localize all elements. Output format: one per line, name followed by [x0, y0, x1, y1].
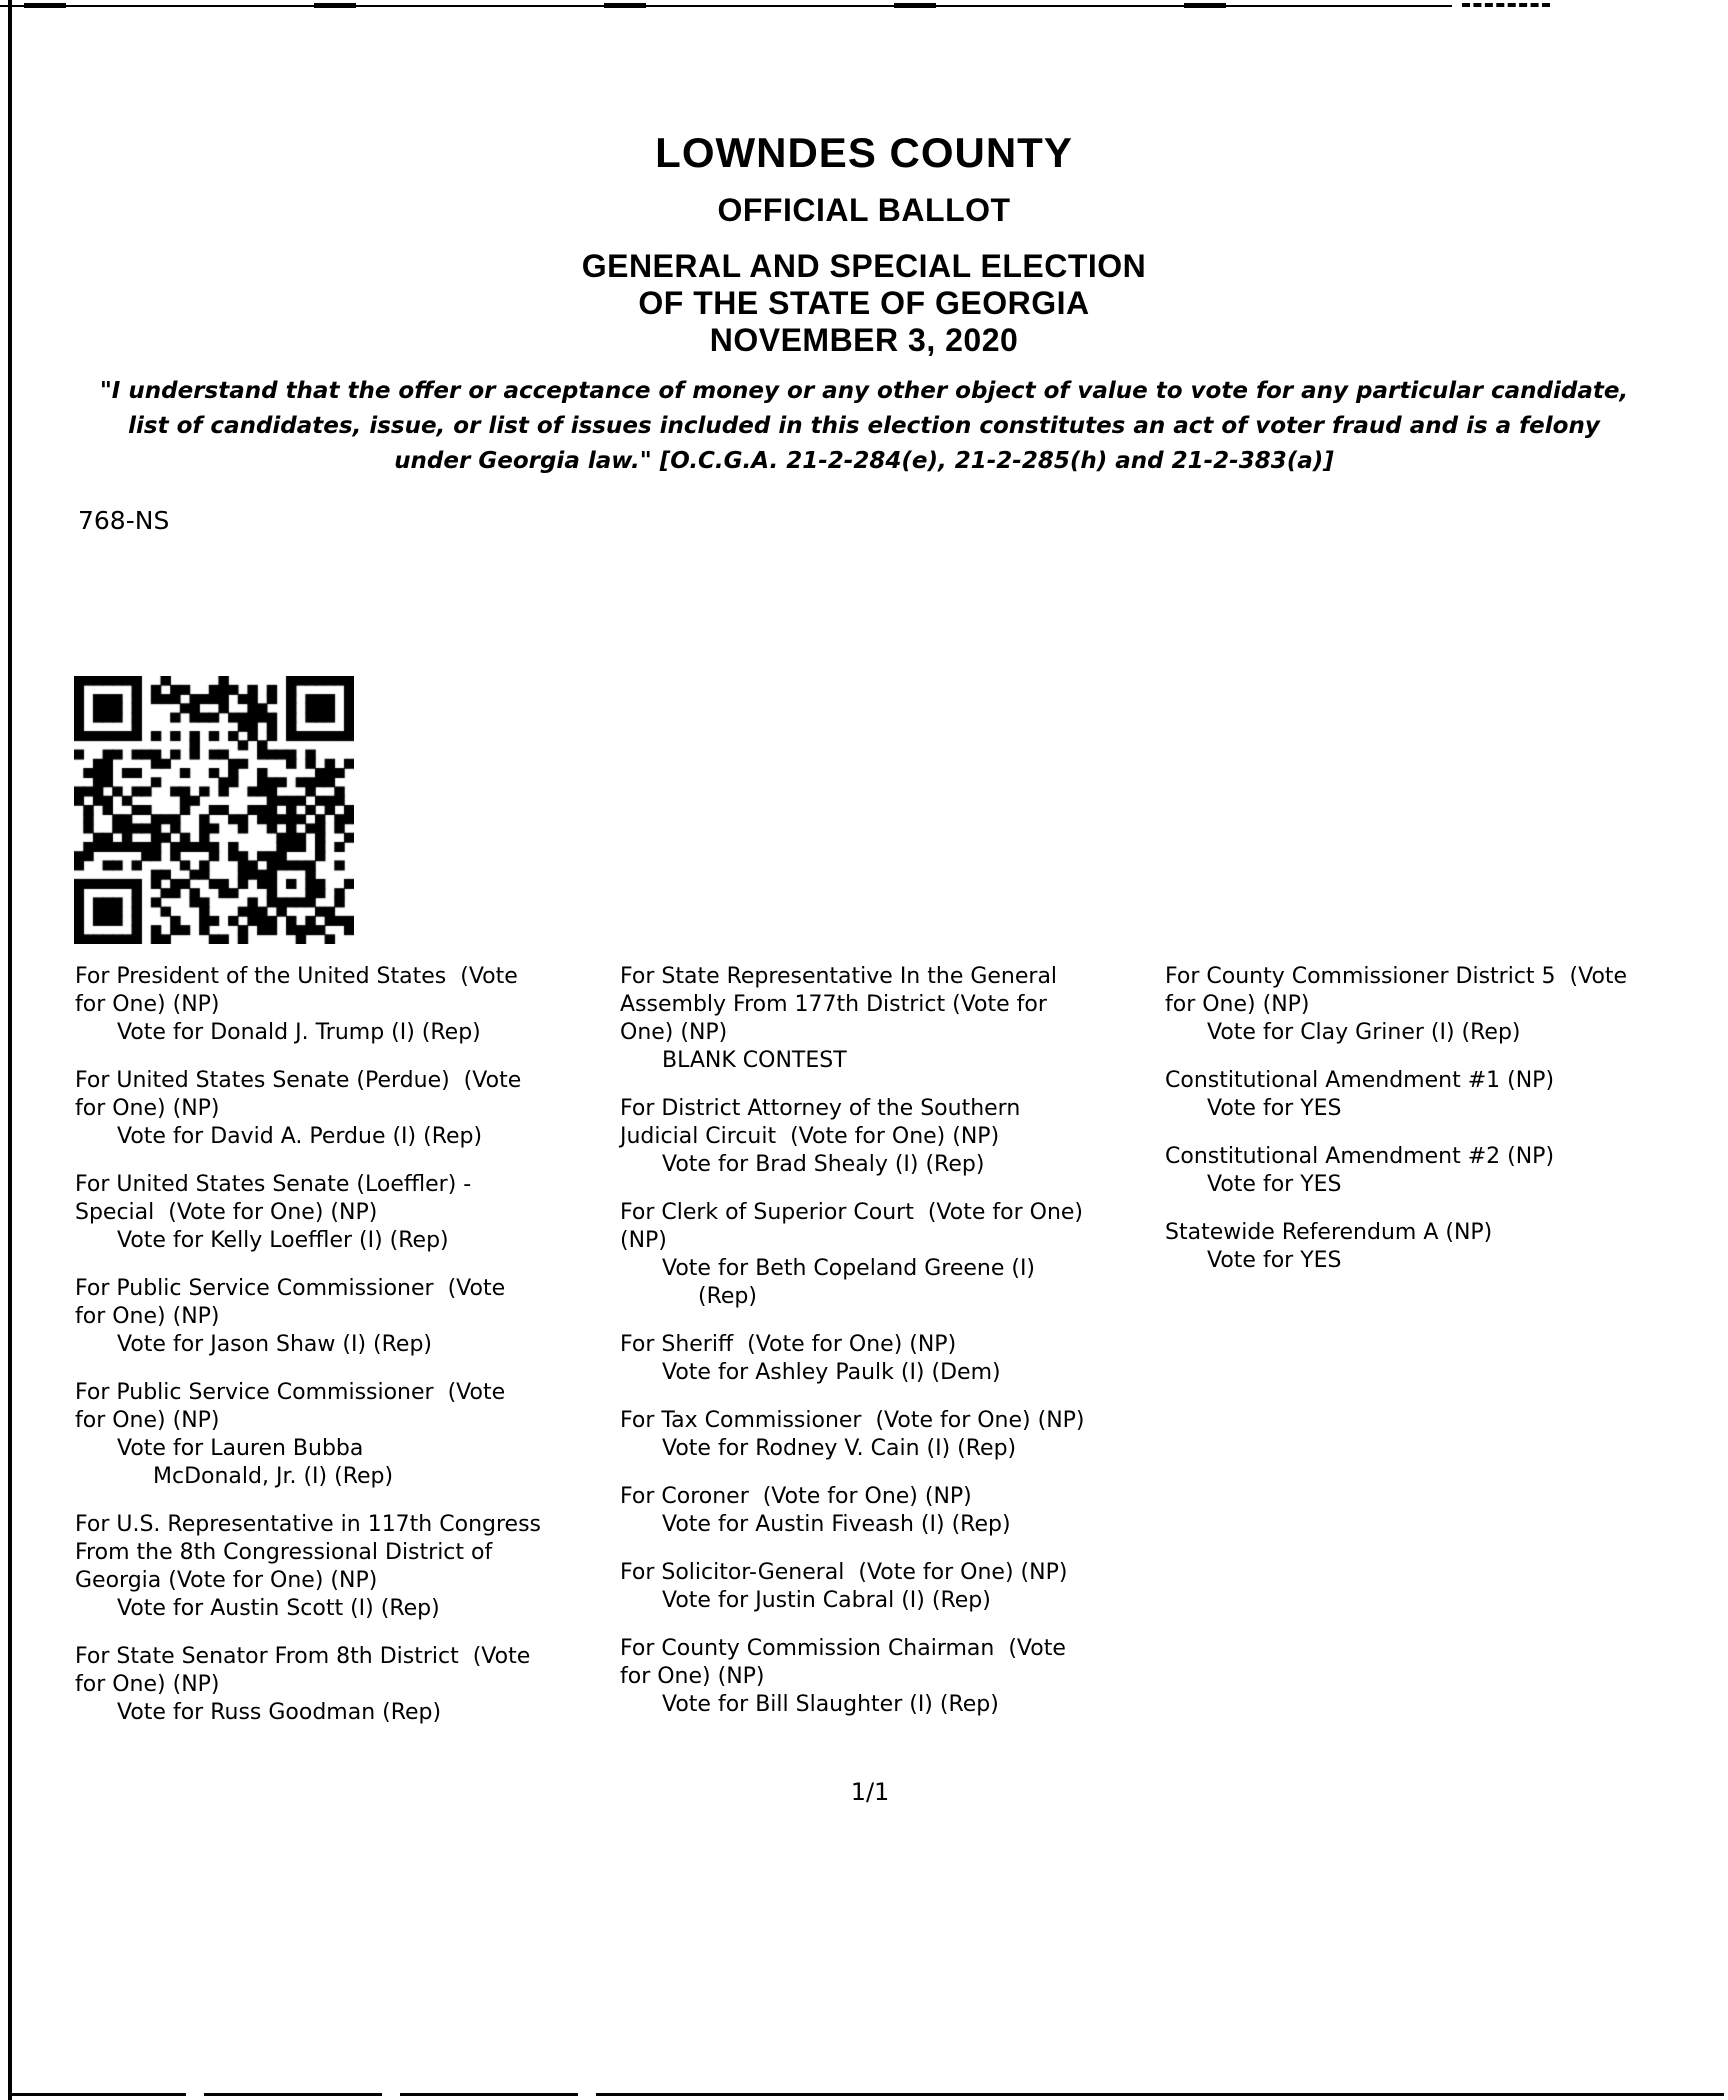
contest-selection-line: Vote for Justin Cabral (I) (Rep) — [662, 1588, 991, 1613]
contest — [1165, 1219, 1728, 1275]
disclaimer-line: "I understand that the offer or acceptance of money or any other object of value to vote for any particular candidate, — [99, 378, 1629, 404]
contest — [620, 1331, 1165, 1387]
contest-title-line: For Sheriff (Vote for One) (NP) — [620, 1332, 957, 1357]
contest-columns — [75, 963, 1728, 1747]
contest-selection-line: Vote for Clay Griner (I) (Rep) — [1207, 1020, 1521, 1045]
contest-title-line: For Clerk of Superior Court (Vote for One) — [620, 1200, 1083, 1225]
page-bottom-edge — [8, 2093, 1724, 2096]
contest-title-line: Georgia (Vote for One) (NP) — [75, 1568, 378, 1593]
contest-selection-line: McDonald, Jr. (I) (Rep) — [153, 1464, 394, 1489]
contest-selection-line: Vote for Donald J. Trump (I) (Rep) — [117, 1020, 481, 1045]
contest-title-line: For District Attorney of the Southern — [620, 1096, 1021, 1121]
contest-title-line: (NP) — [620, 1228, 667, 1253]
contest — [620, 1199, 1165, 1311]
contest-title-line: For County Commission Chairman (Vote — [620, 1636, 1066, 1661]
contest-title-line: For United States Senate (Loeffler) - — [75, 1172, 472, 1197]
contest — [1165, 1143, 1728, 1199]
contest-title-line: for One) (NP) — [75, 1096, 220, 1121]
page-number: 1/1 — [850, 1778, 890, 1806]
contest-title-line: For Tax Commissioner (Vote for One) (NP) — [620, 1408, 1085, 1433]
contest-column — [620, 963, 1165, 1747]
contest-selection-line: Vote for Kelly Loeffler (I) (Rep) — [117, 1228, 449, 1253]
contest-selection-line: Vote for Beth Copeland Greene (I) — [662, 1256, 1036, 1281]
contest-selection-line: Vote for Austin Scott (I) (Rep) — [117, 1596, 440, 1621]
fraud-disclaimer — [20, 374, 1708, 479]
page-top-edge-dashes — [1462, 3, 1550, 7]
contest-title-line: for One) (NP) — [75, 1304, 220, 1329]
ballot-type-title: OFFICIAL BALLOT — [717, 192, 1011, 228]
contest-title-line: For State Senator From 8th District (Vote — [75, 1644, 531, 1669]
contest-selection-line: BLANK CONTEST — [662, 1048, 847, 1073]
contest — [75, 1643, 620, 1727]
contest-title-line: For Solicitor-General (Vote for One) (NP) — [620, 1560, 1068, 1585]
contest-title-line: Assembly From 177th District (Vote for — [620, 992, 1047, 1017]
contest — [1165, 963, 1728, 1047]
disclaimer-line: list of candidates, issue, or list of issues included in this election constitutes an act of voter fraud and is a felony — [128, 413, 1600, 439]
contest-title-line: for One) (NP) — [75, 1672, 220, 1697]
contest-title-line: for One) (NP) — [620, 1664, 765, 1689]
contest-selection-line: (Rep) — [698, 1284, 757, 1309]
contest — [75, 963, 620, 1047]
ballot-style-code: 768-NS — [78, 506, 170, 535]
contest-title-line: For Coroner (Vote for One) (NP) — [620, 1484, 972, 1509]
contest-title-line: Constitutional Amendment #1 (NP) — [1165, 1068, 1555, 1093]
contest-column — [75, 963, 620, 1747]
election-title-line: OF THE STATE OF GEORGIA — [638, 285, 1090, 321]
contest-selection-line: Vote for YES — [1207, 1096, 1342, 1121]
contest — [1165, 1067, 1728, 1123]
contest — [75, 1379, 620, 1491]
contest — [620, 1559, 1165, 1615]
disclaimer-line: under Georgia law." [O.C.G.A. 21-2-284(e), 21-2-285(h) and 21-2-383(a)] — [394, 448, 1334, 474]
contest-selection-line: Vote for YES — [1207, 1248, 1342, 1273]
contest-selection-line: Vote for YES — [1207, 1172, 1342, 1197]
contest — [620, 963, 1165, 1075]
contest-title-line: Statewide Referendum A (NP) — [1165, 1220, 1493, 1245]
contest — [620, 1407, 1165, 1463]
contest-title-line: For Public Service Commissioner (Vote — [75, 1380, 506, 1405]
contest-selection-line: Vote for Jason Shaw (I) (Rep) — [117, 1332, 433, 1357]
election-date: NOVEMBER 3, 2020 — [709, 322, 1019, 358]
contest-title-line: One) (NP) — [620, 1020, 728, 1045]
contest-title-line: For Public Service Commissioner (Vote — [75, 1276, 506, 1301]
contest-title-line: For United States Senate (Perdue) (Vote — [75, 1068, 522, 1093]
county-title: LOWNDES COUNTY — [655, 129, 1073, 176]
contest-column — [1165, 963, 1728, 1747]
contest-title-line: Constitutional Amendment #2 (NP) — [1165, 1144, 1555, 1169]
contest-title-line: for One) (NP) — [75, 992, 220, 1017]
contest-selection-line: Vote for Ashley Paulk (I) (Dem) — [662, 1360, 1001, 1385]
contest-selection-line: Vote for Lauren Bubba — [117, 1436, 364, 1461]
page-top-edge — [0, 5, 1452, 7]
contest — [75, 1171, 620, 1255]
contest-selection-line: Vote for Brad Shealy (I) (Rep) — [662, 1152, 985, 1177]
contest-title-line: for One) (NP) — [75, 1408, 220, 1433]
contest-selection-line: Vote for Austin Fiveash (I) (Rep) — [662, 1512, 1011, 1537]
contest-selection-line: Vote for Russ Goodman (Rep) — [117, 1700, 442, 1725]
qr-code — [74, 676, 354, 944]
contest — [620, 1095, 1165, 1179]
contest-selection-line: Vote for David A. Perdue (I) (Rep) — [117, 1124, 483, 1149]
contest-title-line: For U.S. Representative in 117th Congress — [75, 1512, 541, 1537]
contest-selection-line: Vote for Rodney V. Cain (I) (Rep) — [662, 1436, 1017, 1461]
ballot-header — [20, 130, 1708, 359]
contest-title-line: For State Representative In the General — [620, 964, 1058, 989]
contest-title-line: Special (Vote for One) (NP) — [75, 1200, 378, 1225]
contest — [620, 1635, 1165, 1719]
contest-title-line: for One) (NP) — [1165, 992, 1310, 1017]
contest-selection-line: Vote for Bill Slaughter (I) (Rep) — [662, 1692, 999, 1717]
contest-title-line: For County Commissioner District 5 (Vote — [1165, 964, 1628, 989]
contest — [75, 1275, 620, 1359]
contest-title-line: For President of the United States (Vote — [75, 964, 518, 989]
contest — [620, 1483, 1165, 1539]
election-title-line: GENERAL AND SPECIAL ELECTION — [581, 248, 1147, 284]
contest — [75, 1511, 620, 1623]
contest — [75, 1067, 620, 1151]
contest-title-line: Judicial Circuit (Vote for One) (NP) — [620, 1124, 1000, 1149]
contest-title-line: From the 8th Congressional District of — [75, 1540, 493, 1565]
